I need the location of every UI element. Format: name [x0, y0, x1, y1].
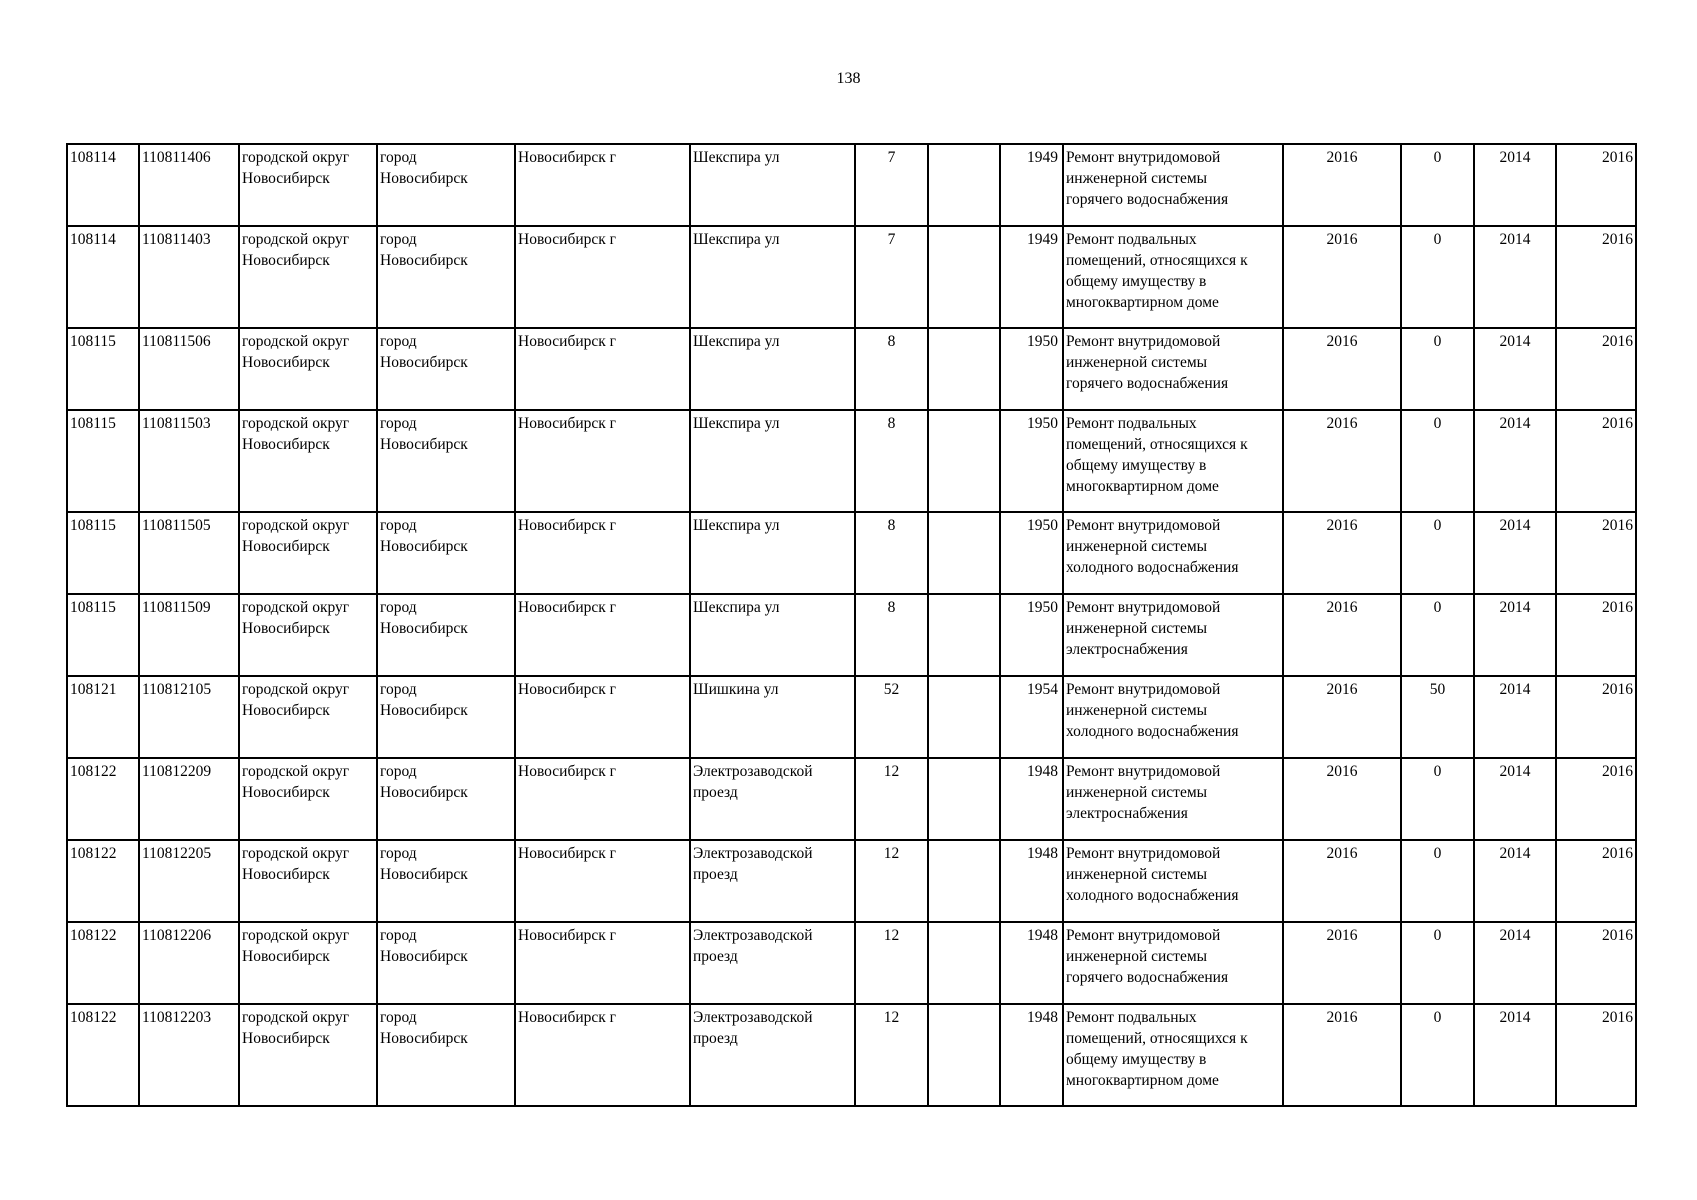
locality-cell: Новосибирск г	[515, 1004, 690, 1106]
house-cell: 12	[855, 1004, 928, 1106]
street-cell: Шекспира ул	[690, 226, 855, 328]
plan-year-cell: 2016	[1283, 922, 1401, 1004]
house-cell: 12	[855, 922, 928, 1004]
code-cell: 110812105	[139, 676, 239, 758]
settlement-cell: город Новосибирск	[377, 328, 515, 410]
district-cell: городской округ Новосибирск	[239, 594, 377, 676]
district-cell: городской округ Новосибирск	[239, 410, 377, 512]
year-built-cell: 1950	[1000, 512, 1063, 594]
plan-year-cell: 2016	[1283, 144, 1401, 226]
district-cell: городской округ Новосибирск	[239, 922, 377, 1004]
end-year-cell: 2016	[1556, 594, 1636, 676]
district-cell: городской округ Новосибирск	[239, 144, 377, 226]
district-cell: городской округ Новосибирск	[239, 1004, 377, 1106]
district-cell: городской округ Новосибирск	[239, 226, 377, 328]
table-row	[67, 328, 1636, 410]
settlement-cell: город Новосибирск	[377, 144, 515, 226]
code-cell: 110811403	[139, 226, 239, 328]
table-row	[67, 594, 1636, 676]
year-built-cell: 1948	[1000, 840, 1063, 922]
end-year-cell: 2016	[1556, 676, 1636, 758]
district-cell: городской округ Новосибирск	[239, 512, 377, 594]
plan-year-cell: 2016	[1283, 1004, 1401, 1106]
district-cell: городской округ Новосибирск	[239, 676, 377, 758]
plan-year-cell: 2016	[1283, 758, 1401, 840]
locality-cell: Новосибирск г	[515, 840, 690, 922]
percent-cell: 0	[1401, 512, 1474, 594]
work-type-cell: Ремонт внутридомовой инженерной системы электроснабжения	[1063, 594, 1283, 676]
id-cell: 108115	[67, 410, 139, 512]
start-year-cell: 2014	[1474, 594, 1556, 676]
locality-cell: Новосибирск г	[515, 144, 690, 226]
work-type-cell: Ремонт внутридомовой инженерной системы холодного водоснабжения	[1063, 840, 1283, 922]
id-cell: 108115	[67, 512, 139, 594]
code-cell: 110812206	[139, 922, 239, 1004]
percent-cell: 0	[1401, 144, 1474, 226]
building-cell	[928, 758, 1000, 840]
building-cell	[928, 512, 1000, 594]
id-cell: 108114	[67, 144, 139, 226]
table-row	[67, 512, 1636, 594]
table-row	[67, 922, 1636, 1004]
locality-cell: Новосибирск г	[515, 512, 690, 594]
end-year-cell: 2016	[1556, 512, 1636, 594]
end-year-cell: 2016	[1556, 328, 1636, 410]
start-year-cell: 2014	[1474, 410, 1556, 512]
house-cell: 8	[855, 410, 928, 512]
table-row	[67, 410, 1636, 512]
table-row	[67, 144, 1636, 226]
district-cell: городской округ Новосибирск	[239, 758, 377, 840]
house-cell: 12	[855, 840, 928, 922]
house-cell: 8	[855, 594, 928, 676]
start-year-cell: 2014	[1474, 840, 1556, 922]
code-cell: 110811509	[139, 594, 239, 676]
house-cell: 52	[855, 676, 928, 758]
settlement-cell: город Новосибирск	[377, 922, 515, 1004]
locality-cell: Новосибирск г	[515, 328, 690, 410]
start-year-cell: 2014	[1474, 328, 1556, 410]
locality-cell: Новосибирск г	[515, 758, 690, 840]
work-type-cell: Ремонт внутридомовой инженерной системы холодного водоснабжения	[1063, 512, 1283, 594]
registry-table	[66, 143, 1637, 1107]
year-built-cell: 1948	[1000, 922, 1063, 1004]
start-year-cell: 2014	[1474, 922, 1556, 1004]
percent-cell: 0	[1401, 226, 1474, 328]
code-cell: 110812209	[139, 758, 239, 840]
start-year-cell: 2014	[1474, 144, 1556, 226]
locality-cell: Новосибирск г	[515, 226, 690, 328]
work-type-cell: Ремонт внутридомовой инженерной системы горячего водоснабжения	[1063, 144, 1283, 226]
percent-cell: 0	[1401, 328, 1474, 410]
page-number: 138	[836, 70, 861, 87]
code-cell: 110812203	[139, 1004, 239, 1106]
house-cell: 7	[855, 144, 928, 226]
percent-cell: 50	[1401, 676, 1474, 758]
street-cell: Электрозаводской проезд	[690, 758, 855, 840]
building-cell	[928, 594, 1000, 676]
end-year-cell: 2016	[1556, 1004, 1636, 1106]
table-row	[67, 676, 1636, 758]
year-built-cell: 1949	[1000, 226, 1063, 328]
plan-year-cell: 2016	[1283, 840, 1401, 922]
district-cell: городской округ Новосибирск	[239, 840, 377, 922]
id-cell: 108121	[67, 676, 139, 758]
house-cell: 8	[855, 328, 928, 410]
end-year-cell: 2016	[1556, 410, 1636, 512]
settlement-cell: город Новосибирск	[377, 410, 515, 512]
work-type-cell: Ремонт подвальных помещений, относящихся к общему имуществу в многоквартирном доме	[1063, 226, 1283, 328]
id-cell: 108122	[67, 758, 139, 840]
house-cell: 12	[855, 758, 928, 840]
building-cell	[928, 144, 1000, 226]
year-built-cell: 1954	[1000, 676, 1063, 758]
id-cell: 108122	[67, 922, 139, 1004]
end-year-cell: 2016	[1556, 144, 1636, 226]
settlement-cell: город Новосибирск	[377, 1004, 515, 1106]
plan-year-cell: 2016	[1283, 328, 1401, 410]
building-cell	[928, 226, 1000, 328]
year-built-cell: 1950	[1000, 328, 1063, 410]
plan-year-cell: 2016	[1283, 676, 1401, 758]
id-cell: 108122	[67, 1004, 139, 1106]
end-year-cell: 2016	[1556, 840, 1636, 922]
plan-year-cell: 2016	[1283, 512, 1401, 594]
year-built-cell: 1948	[1000, 1004, 1063, 1106]
street-cell: Шекспира ул	[690, 144, 855, 226]
district-cell: городской округ Новосибирск	[239, 328, 377, 410]
street-cell: Электрозаводской проезд	[690, 1004, 855, 1106]
start-year-cell: 2014	[1474, 1004, 1556, 1106]
building-cell	[928, 1004, 1000, 1106]
year-built-cell: 1949	[1000, 144, 1063, 226]
settlement-cell: город Новосибирск	[377, 594, 515, 676]
percent-cell: 0	[1401, 410, 1474, 512]
percent-cell: 0	[1401, 840, 1474, 922]
locality-cell: Новосибирск г	[515, 410, 690, 512]
percent-cell: 0	[1401, 922, 1474, 1004]
start-year-cell: 2014	[1474, 676, 1556, 758]
plan-year-cell: 2016	[1283, 410, 1401, 512]
percent-cell: 0	[1401, 758, 1474, 840]
house-cell: 7	[855, 226, 928, 328]
table-row	[67, 840, 1636, 922]
street-cell: Электрозаводской проезд	[690, 840, 855, 922]
house-cell: 8	[855, 512, 928, 594]
percent-cell: 0	[1401, 594, 1474, 676]
code-cell: 110811506	[139, 328, 239, 410]
id-cell: 108115	[67, 594, 139, 676]
table-row	[67, 758, 1636, 840]
start-year-cell: 2014	[1474, 226, 1556, 328]
id-cell: 108115	[67, 328, 139, 410]
settlement-cell: город Новосибирск	[377, 840, 515, 922]
work-type-cell: Ремонт внутридомовой инженерной системы горячего водоснабжения	[1063, 328, 1283, 410]
work-type-cell: Ремонт внутридомовой инженерной системы горячего водоснабжения	[1063, 922, 1283, 1004]
end-year-cell: 2016	[1556, 226, 1636, 328]
locality-cell: Новосибирск г	[515, 922, 690, 1004]
building-cell	[928, 410, 1000, 512]
street-cell: Шекспира ул	[690, 328, 855, 410]
year-built-cell: 1950	[1000, 594, 1063, 676]
code-cell: 110811406	[139, 144, 239, 226]
building-cell	[928, 676, 1000, 758]
end-year-cell: 2016	[1556, 758, 1636, 840]
year-built-cell: 1948	[1000, 758, 1063, 840]
street-cell: Шишкина ул	[690, 676, 855, 758]
building-cell	[928, 328, 1000, 410]
street-cell: Шекспира ул	[690, 512, 855, 594]
settlement-cell: город Новосибирск	[377, 512, 515, 594]
end-year-cell: 2016	[1556, 922, 1636, 1004]
work-type-cell: Ремонт подвальных помещений, относящихся к общему имуществу в многоквартирном доме	[1063, 1004, 1283, 1106]
street-cell: Шекспира ул	[690, 594, 855, 676]
street-cell: Электрозаводской проезд	[690, 922, 855, 1004]
code-cell: 110811503	[139, 410, 239, 512]
percent-cell: 0	[1401, 1004, 1474, 1106]
start-year-cell: 2014	[1474, 758, 1556, 840]
plan-year-cell: 2016	[1283, 226, 1401, 328]
building-cell	[928, 840, 1000, 922]
year-built-cell: 1950	[1000, 410, 1063, 512]
locality-cell: Новосибирск г	[515, 676, 690, 758]
plan-year-cell: 2016	[1283, 594, 1401, 676]
settlement-cell: город Новосибирск	[377, 676, 515, 758]
work-type-cell: Ремонт внутридомовой инженерной системы электроснабжения	[1063, 758, 1283, 840]
id-cell: 108114	[67, 226, 139, 328]
code-cell: 110812205	[139, 840, 239, 922]
table-row	[67, 1004, 1636, 1106]
code-cell: 110811505	[139, 512, 239, 594]
street-cell: Шекспира ул	[690, 410, 855, 512]
locality-cell: Новосибирск г	[515, 594, 690, 676]
id-cell: 108122	[67, 840, 139, 922]
settlement-cell: город Новосибирск	[377, 758, 515, 840]
work-type-cell: Ремонт внутридомовой инженерной системы холодного водоснабжения	[1063, 676, 1283, 758]
work-type-cell: Ремонт подвальных помещений, относящихся к общему имуществу в многоквартирном доме	[1063, 410, 1283, 512]
table-row	[67, 226, 1636, 328]
settlement-cell: город Новосибирск	[377, 226, 515, 328]
start-year-cell: 2014	[1474, 512, 1556, 594]
building-cell	[928, 922, 1000, 1004]
